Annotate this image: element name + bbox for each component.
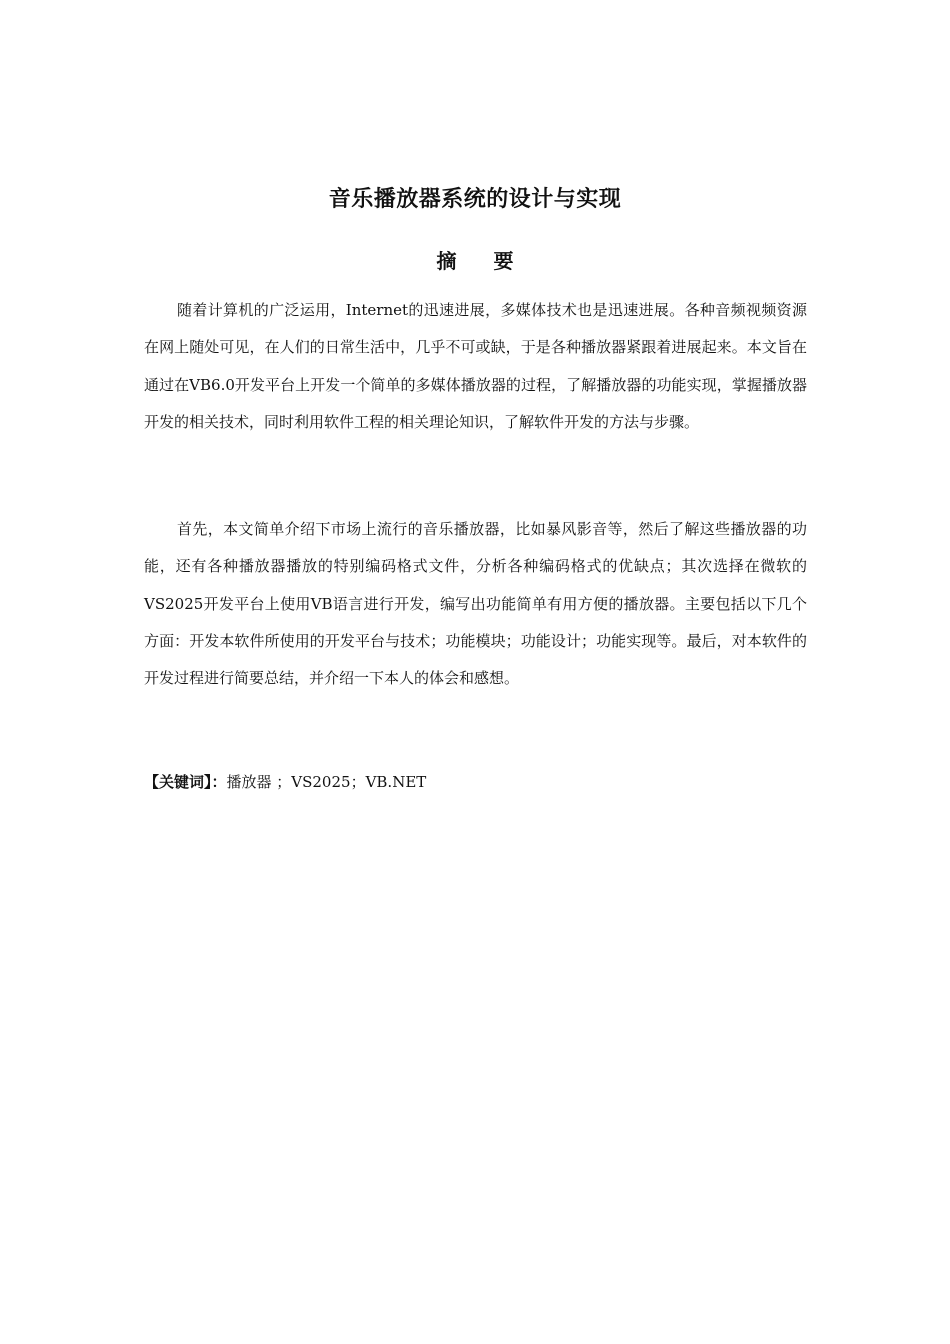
abstract-heading: 摘 要	[436, 249, 514, 273]
abstract-paragraph-1: 随着计算机的广泛运用，Internet的迅速进展，多媒体技术也是迅速进展。各种音频视频资源在网上随处可见，在人们的日常生活中，几乎不可或缺，于是各种播放器紧跟着进展起来。本文旨在通过在VB6.0开发平台上开发一个简单的多媒体播放器的过程，了解播放器的功能实现，掌握播放器开发的相关技术，同时利用软件工程的相关理论知识，了解软件开发的方法与步骤。	[144, 301, 807, 431]
document-title: 音乐播放器系统的设计与实现	[328, 187, 622, 212]
keywords-label: 【关键词】：	[144, 773, 227, 791]
abstract-paragraph-2: 首先，本文简单介绍下市场上流行的音乐播放器，比如暴风影音等，然后了解这些播放器的功能，还有各种播放器播放的特别编码格式文件，分析各种编码格式的优缺点；其次选择在微软的VS2025开发平台上使用VB语言进行开发，编写出功能简单有用方便的播放器。主要包括以下几个方面：开发本软件所使用的开发平台与技术；功能模块；功能设计；功能实现等。最后，对本软件的开发过程进行简要总结，并介绍一下本人的体会和感想。	[144, 520, 807, 688]
keywords-line	[144, 768, 807, 796]
keywords-value: 播放器 ；VS2025；VB.NET	[226, 773, 427, 791]
